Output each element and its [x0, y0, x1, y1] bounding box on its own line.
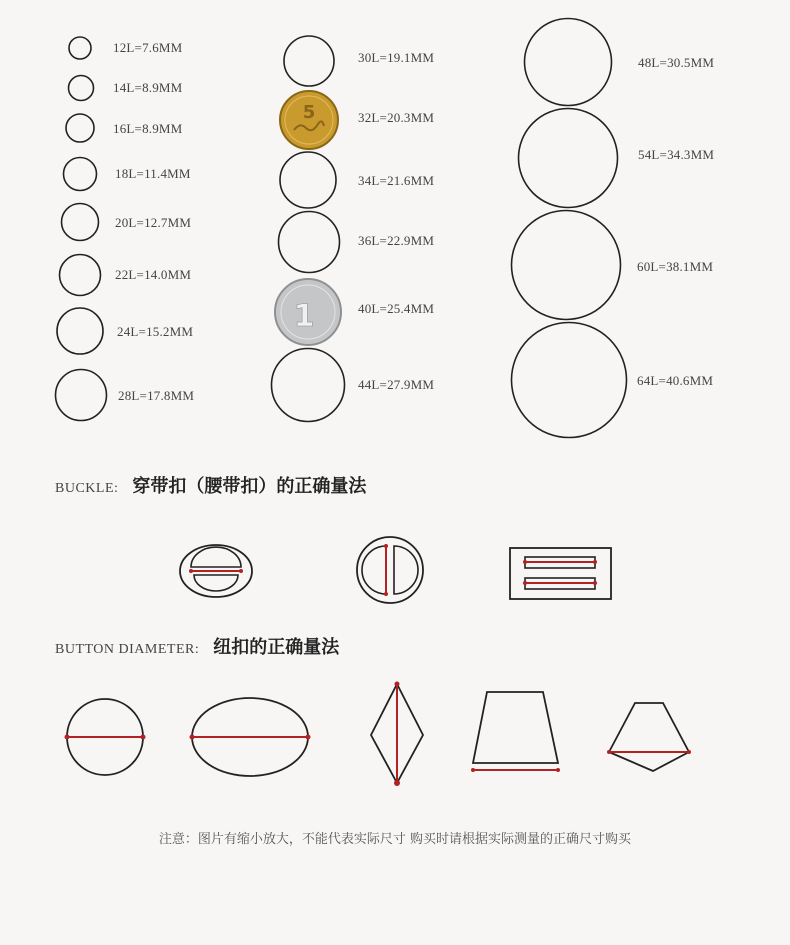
size-circle — [512, 323, 627, 438]
size-label: 60L=38.1MM — [637, 259, 714, 274]
size-label: 22L=14.0MM — [115, 267, 192, 282]
svg-text:1: 1 — [293, 299, 315, 334]
size-circle — [519, 109, 618, 208]
buckle-heading — [55, 472, 366, 498]
size-circle — [62, 204, 99, 241]
gold-coin-icon — [280, 91, 338, 149]
svg-text:5: 5 — [302, 102, 316, 123]
size-circle — [284, 36, 334, 86]
size-label: 14L=8.9MM — [113, 80, 183, 95]
button-circle-diagram — [65, 699, 146, 775]
size-circle — [56, 370, 107, 421]
buckle-round-diagram — [357, 537, 423, 603]
size-circle — [512, 211, 621, 320]
button-pentagon-diagram — [607, 703, 691, 771]
size-circle — [69, 76, 94, 101]
size-label: 44L=27.9MM — [358, 377, 435, 392]
size-label: 48L=30.5MM — [638, 55, 715, 70]
size-circle — [57, 308, 103, 354]
size-label: 36L=22.9MM — [358, 233, 435, 248]
button-heading-zh: 纽扣的正确量法 — [213, 637, 340, 658]
silver-coin-icon — [275, 279, 341, 345]
size-label: 12L=7.6MM — [113, 40, 183, 55]
size-label: 32L=20.3MM — [358, 110, 435, 125]
size-label: 34L=21.6MM — [358, 173, 435, 188]
size-circle — [525, 19, 612, 106]
size-circle — [66, 114, 94, 142]
note-text: 注意：图片有缩小放大，不能代表实际尺寸 购买时请根据实际测量的正确尺寸购买 — [158, 832, 632, 847]
buckle-heading-zh: 穿带扣（腰带扣）的正确量法 — [132, 476, 367, 497]
size-label: 24L=15.2MM — [117, 324, 194, 339]
size-label: 16L=8.9MM — [113, 121, 183, 136]
button-oval-diagram — [190, 698, 311, 776]
button-trapezoid-diagram — [471, 692, 560, 772]
button-heading — [55, 633, 339, 659]
size-label: 54L=34.3MM — [638, 147, 715, 162]
buckle-oval-diagram — [180, 545, 252, 597]
size-label: 18L=11.4MM — [115, 166, 191, 181]
size-circle — [64, 158, 97, 191]
size-label: 28L=17.8MM — [118, 388, 195, 403]
size-circle — [69, 37, 91, 59]
buckle-rectangle-diagram — [510, 548, 611, 599]
size-circle — [272, 349, 345, 422]
size-circle — [280, 152, 336, 208]
size-label: 30L=19.1MM — [358, 50, 435, 65]
buckle-heading-en: BUCKLE: — [55, 481, 119, 496]
size-circle — [279, 212, 340, 273]
size-label: 64L=40.6MM — [637, 373, 714, 388]
size-label: 40L=25.4MM — [358, 301, 435, 316]
size-circle — [60, 255, 101, 296]
button-heading-en: BUTTON DIAMETER: — [55, 642, 200, 657]
size-label: 20L=12.7MM — [115, 215, 192, 230]
button-diamond-diagram — [371, 682, 423, 787]
